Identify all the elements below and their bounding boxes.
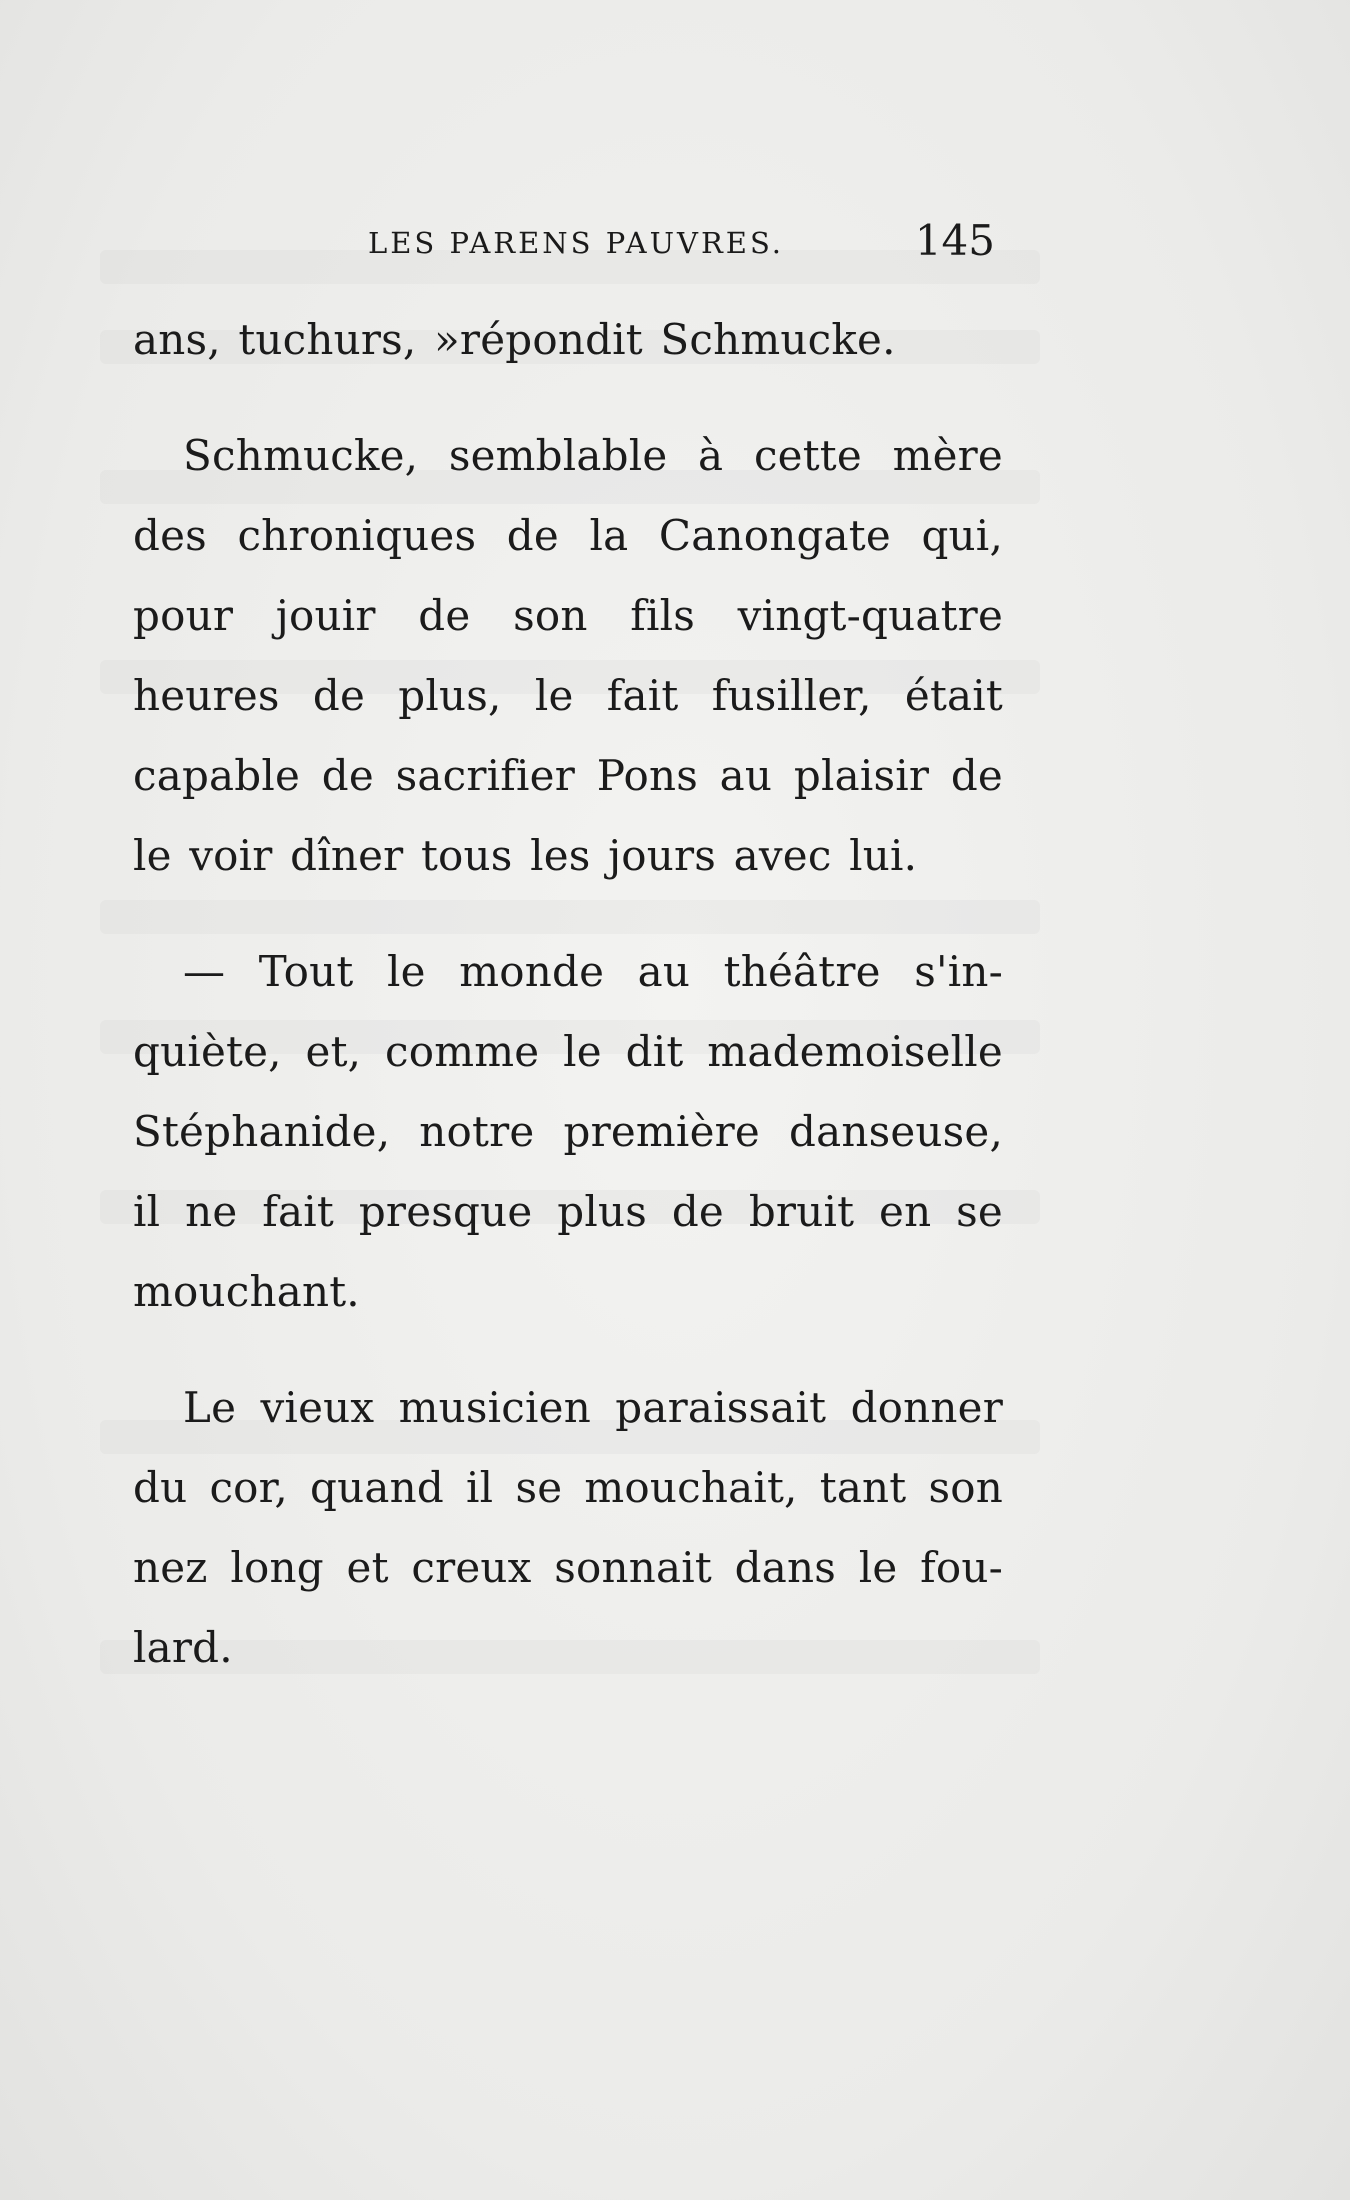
- paragraph: [133, 300, 1003, 380]
- text-line: Stéphanide, notre première danseuse,: [133, 1107, 1003, 1156]
- text-line: du cor, quand il se mouchait, tant son: [133, 1463, 1003, 1512]
- text-line: il ne fait presque plus de bruit en se: [133, 1187, 1003, 1236]
- text-line: heures de plus, le fait fusiller, était: [133, 671, 1003, 720]
- text-line: Schmucke, semblable à cette mère: [183, 431, 1003, 480]
- text-line: ans, tuchurs, »répondit Schmucke.: [133, 315, 896, 364]
- text-line: lard.: [133, 1623, 233, 1672]
- paragraph: [133, 1368, 1003, 1688]
- text-line: quiète, et, comme le dit mademoiselle: [133, 1027, 1003, 1076]
- body-text: [133, 300, 1003, 1688]
- text-line: des chroniques de la Canongate qui,: [133, 511, 1003, 560]
- running-title: LES PARENS PAUVRES.: [368, 226, 785, 260]
- text-line: le voir dîner tous les jours avec lui.: [133, 831, 918, 880]
- page-number: 145: [914, 216, 995, 265]
- text-line: — Tout le monde au théâtre s'in-: [183, 947, 1003, 996]
- paragraph: [133, 416, 1003, 896]
- text-line: nez long et creux sonnait dans le fou-: [133, 1543, 1003, 1592]
- text-line: pour jouir de son fils vingt-quatre: [133, 591, 1003, 640]
- text-line: Le vieux musicien paraissait donner: [183, 1383, 1003, 1432]
- paragraph: [133, 932, 1003, 1332]
- running-header: [135, 216, 995, 272]
- text-line: mouchant.: [133, 1267, 360, 1316]
- text-line: capable de sacrifier Pons au plaisir de: [133, 751, 1003, 800]
